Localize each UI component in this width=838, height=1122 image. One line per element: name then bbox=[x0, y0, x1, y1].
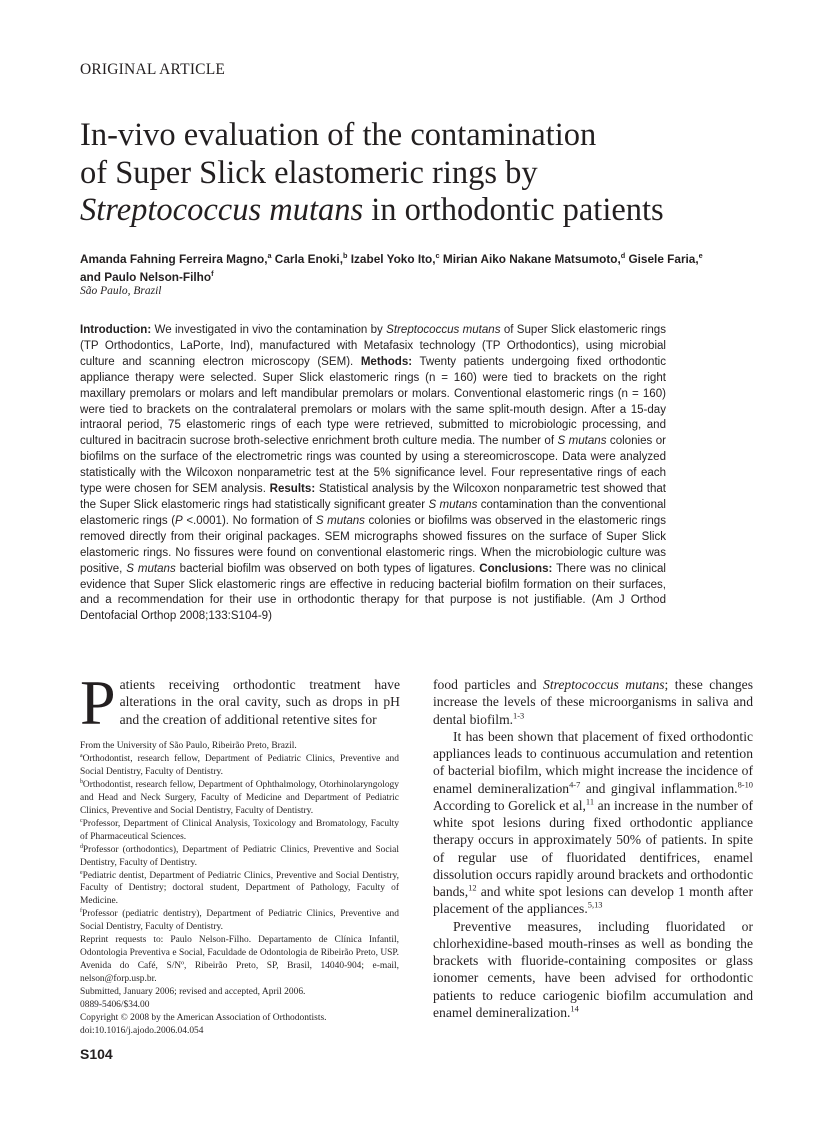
text-run: Twenty patients undergoing fixed orthodontic appliance therapy were selected. Super Slick elastomeric rings (n = 160) were tied to brackets on the right maxillary premolars or molars and left mandibular premolars or molars. Conventional elastomeric rings (n = 160) were tied to brackets on the contralateral premolars or molars with the same split-mouth design. After a 15-day intraoral period, 75 elastomeric rings of each type were retrieved, submitted to microbiologic processing, and cultured in bacitracin sucrose broth-selective enrichment broth culture media. The number of bbox=[80, 355, 666, 448]
text-run: and white spot lesions can develop 1 month after placement of the appliances. bbox=[433, 884, 753, 917]
body-paragraph bbox=[433, 918, 753, 1022]
footnote bbox=[80, 870, 399, 909]
text-run: There was no clinical evidence that Super Slick elastomeric rings are effective in reducing bacterial biofilm formation on their surfaces, and a recommendation for their use in orthodontic therapy for that purpose is not justifiable. (Am J Orthod Dentofacial Orthop 2008;133:S104-9) bbox=[80, 562, 666, 623]
superscript: 12 bbox=[468, 882, 477, 893]
text-run: and gingival inflammation. bbox=[580, 780, 738, 796]
title-line bbox=[80, 117, 780, 155]
text-run: bacterial biofilm was observed on both types of ligatures. bbox=[175, 562, 480, 575]
italic-text: S mutans bbox=[126, 562, 176, 575]
superscript: d bbox=[80, 843, 83, 850]
text-run: atients receiving orthodontic treatment have alterations in the oral cavity, such as drops in pH and the creation of additional retentive sites for bbox=[119, 677, 400, 727]
text-run: Preventive measures, including fluoridated or chlorhexidine-based mouth-rinses as well as bonding the brackets with fluoride-containing composites or glass ionomer cements, have been advised for orthodontic patients to reduce cariogenic biofilm accumulation and enamel demineralization. bbox=[433, 918, 753, 1020]
text-run: Professor, Department of Clinical Analysis, Toxicology and Bromatology, Faculty of Pharmaceutical Sciences. bbox=[80, 818, 399, 842]
drop-cap: P bbox=[80, 667, 116, 738]
footnote bbox=[80, 999, 399, 1012]
italic-text: Streptococcus mutans bbox=[386, 324, 501, 336]
footnote bbox=[80, 1025, 399, 1038]
left-column bbox=[80, 667, 400, 738]
italic-text: S mutans bbox=[428, 498, 478, 511]
page-number: S104 bbox=[80, 1046, 113, 1062]
text-run: Professor (orthodontics), Department of Pediatric Clinics, Preventive and Social Dentistry, Faculty of Dentistry. bbox=[80, 844, 399, 868]
superscript: 4-7 bbox=[569, 778, 581, 789]
superscript: b bbox=[343, 251, 348, 261]
text-run: Orthodontist, research fellow, Department of Ophthalmology, Otorhinolaryngology and Head and Neck Surgery, Faculty of Medicine and Department of Pediatric Clinics, Preventive and Social Dentistry, Faculty of Dentistry. bbox=[80, 779, 399, 816]
right-column bbox=[433, 676, 753, 1021]
text-run: contamination than the conventional elastomeric rings ( bbox=[80, 498, 666, 527]
italic-text: Streptococcus mutans bbox=[543, 677, 665, 692]
author-list bbox=[80, 250, 720, 286]
text-run: <.0001). No formation of bbox=[182, 514, 316, 527]
superscript: a bbox=[267, 251, 272, 261]
text-run: Carla Enoki, bbox=[271, 252, 343, 266]
abstract bbox=[80, 323, 666, 625]
superscript: a bbox=[80, 752, 83, 759]
footnote bbox=[80, 934, 399, 986]
section-label: ORIGINAL ARTICLE bbox=[80, 61, 226, 78]
italic-text: Streptococcus mutans bbox=[80, 192, 364, 228]
superscript: c bbox=[80, 817, 83, 824]
text-run: colonies or biofilms on the surface of the electrometric rings was counted by using a stereomicroscope. Data were analyzed statistically with the Wilcoxon nonparametric test at the 5% significance level. Four representative rings of each type were chosen for SEM analysis. bbox=[80, 435, 666, 496]
text-run: According to Gorelick et al, bbox=[433, 797, 586, 813]
text-run: Pediatric dentist, Department of Pediatric Clinics, Preventive and Social Dentistry, Faculty of Dentistry; doctoral student, Department of Pathology, Faculty of Medicine. bbox=[80, 870, 399, 907]
superscript: c bbox=[435, 251, 440, 261]
text-run: in orthodontic patients bbox=[363, 192, 664, 228]
bold-text: Conclusions: bbox=[479, 562, 553, 575]
text-run: Mirian Aiko Nakane Matsumoto, bbox=[439, 252, 621, 266]
text-run: food particles and bbox=[433, 677, 544, 692]
footnote bbox=[80, 740, 399, 753]
superscript: e bbox=[80, 869, 83, 876]
text-run: 0889-5406/$34.00 bbox=[80, 1000, 150, 1011]
article-title bbox=[80, 117, 780, 230]
intro-text bbox=[80, 667, 400, 738]
title-line bbox=[80, 192, 780, 230]
text-run: Amanda Fahning Ferreira Magno, bbox=[80, 252, 268, 266]
text-run: doi:10.1016/j.ajodo.2006.04.054 bbox=[80, 1025, 204, 1036]
text-run: Gisele Faria, bbox=[625, 252, 699, 266]
footnote bbox=[80, 818, 399, 844]
text-run: Professor (pediatric dentistry), Department of Pediatric Clinics, Preventive and Social Dentistry, Faculty of Dentistry. bbox=[80, 909, 399, 933]
footnote bbox=[80, 844, 399, 870]
text-run: Submitted, January 2006; revised and accepted, April 2006. bbox=[80, 987, 306, 998]
intro-paragraph bbox=[80, 667, 400, 738]
italic-text: S mutans bbox=[315, 514, 365, 527]
superscript: 8-10 bbox=[737, 778, 753, 789]
title-line bbox=[80, 155, 780, 193]
footnote bbox=[80, 779, 399, 818]
text-run: of Super Slick elastomeric rings (TP Orthodontics, LaPorte, Ind), manufactured with Metafasix technology (TP Orthodontics), using microbial culture and scanning electron microscopy (SEM). bbox=[80, 324, 667, 368]
body-paragraph bbox=[433, 676, 753, 728]
text-run: colonies or biofilms was observed in the elastomeric rings removed directly from their original packages. SEM micrographs showed fissures on the surface of Super Slick elastomeric rings. No fissures were found on conventional elastomeric rings. When the microbiologic culture was positive, bbox=[80, 514, 666, 575]
footnote bbox=[80, 986, 399, 999]
footnote bbox=[80, 753, 399, 779]
superscript: 11 bbox=[585, 796, 595, 807]
superscript: b bbox=[80, 778, 83, 785]
text-run: In-vivo evaluation of the contamination bbox=[80, 117, 597, 153]
text-run: Orthodontist, research fellow, Department of Pediatric Clinics, Preventive and Social Dentistry, Faculty of Dentistry. bbox=[80, 753, 399, 777]
superscript: e bbox=[698, 251, 703, 261]
footnote bbox=[80, 1012, 399, 1025]
superscript: 14 bbox=[570, 1003, 579, 1014]
superscript: 1-3 bbox=[513, 709, 525, 720]
superscript: d bbox=[620, 251, 626, 261]
text-run: It has been shown that placement of fixed orthodontic appliances leads to continuous accumulation and retention of bacterial biofilm, which might increase the incidence of enamel demineralization bbox=[433, 728, 753, 796]
text-run: and Paulo Nelson-Filho bbox=[80, 270, 212, 284]
text-run: an increase in the number of white spot lesions during fixed orthodontic appliance therapy occurs in approximately 50% of patients. In spite of regular use of fluoridated dentifrices, enamel dissolution occurs rapidly around brackets and orthodontic bands, bbox=[433, 797, 753, 899]
text-run: of Super Slick elastomeric rings by bbox=[80, 154, 538, 191]
text-run: ; these changes increase the levels of these microorganisms in saliva and dental biofilm. bbox=[433, 677, 753, 727]
footnote bbox=[80, 908, 399, 934]
text-run: From the University of São Paulo, Ribeirão Preto, Brazil. bbox=[80, 741, 297, 751]
body-paragraph bbox=[433, 728, 753, 918]
footnotes bbox=[80, 740, 399, 1038]
italic-text: S mutans bbox=[557, 435, 607, 448]
superscript: f bbox=[80, 908, 82, 915]
bold-text: Results: bbox=[269, 483, 316, 496]
superscript: f bbox=[211, 269, 214, 279]
bold-text: Methods: bbox=[360, 355, 413, 368]
text-run: Reprint requests to: Paulo Nelson-Filho. Departamento de Clínica Infantil, Odontologia Preventiva e Social, Faculdade de Odontologia de Ribeirão Preto, USP. Avenida do Café, S/Nº, Ribeirão Preto, SP, Brasil, 14040-904; e-mail, nelson@forp.usp.br. bbox=[80, 935, 399, 985]
text-run: Copyright © 2008 by the American Association of Orthodontists. bbox=[80, 1013, 327, 1024]
superscript: 5,13 bbox=[587, 899, 603, 910]
author-location: São Paulo, Brazil bbox=[80, 285, 162, 297]
text-run: We investigated in vivo the contamination by bbox=[151, 324, 387, 336]
text-run: Izabel Yoko Ito, bbox=[347, 252, 436, 266]
text-run: Statistical analysis by the Wilcoxon nonparametric test showed that the Super Slick elastomeric rings had statistically significant greater bbox=[80, 483, 666, 511]
italic-text: P bbox=[175, 514, 183, 527]
bold-text: Introduction: bbox=[80, 324, 152, 336]
